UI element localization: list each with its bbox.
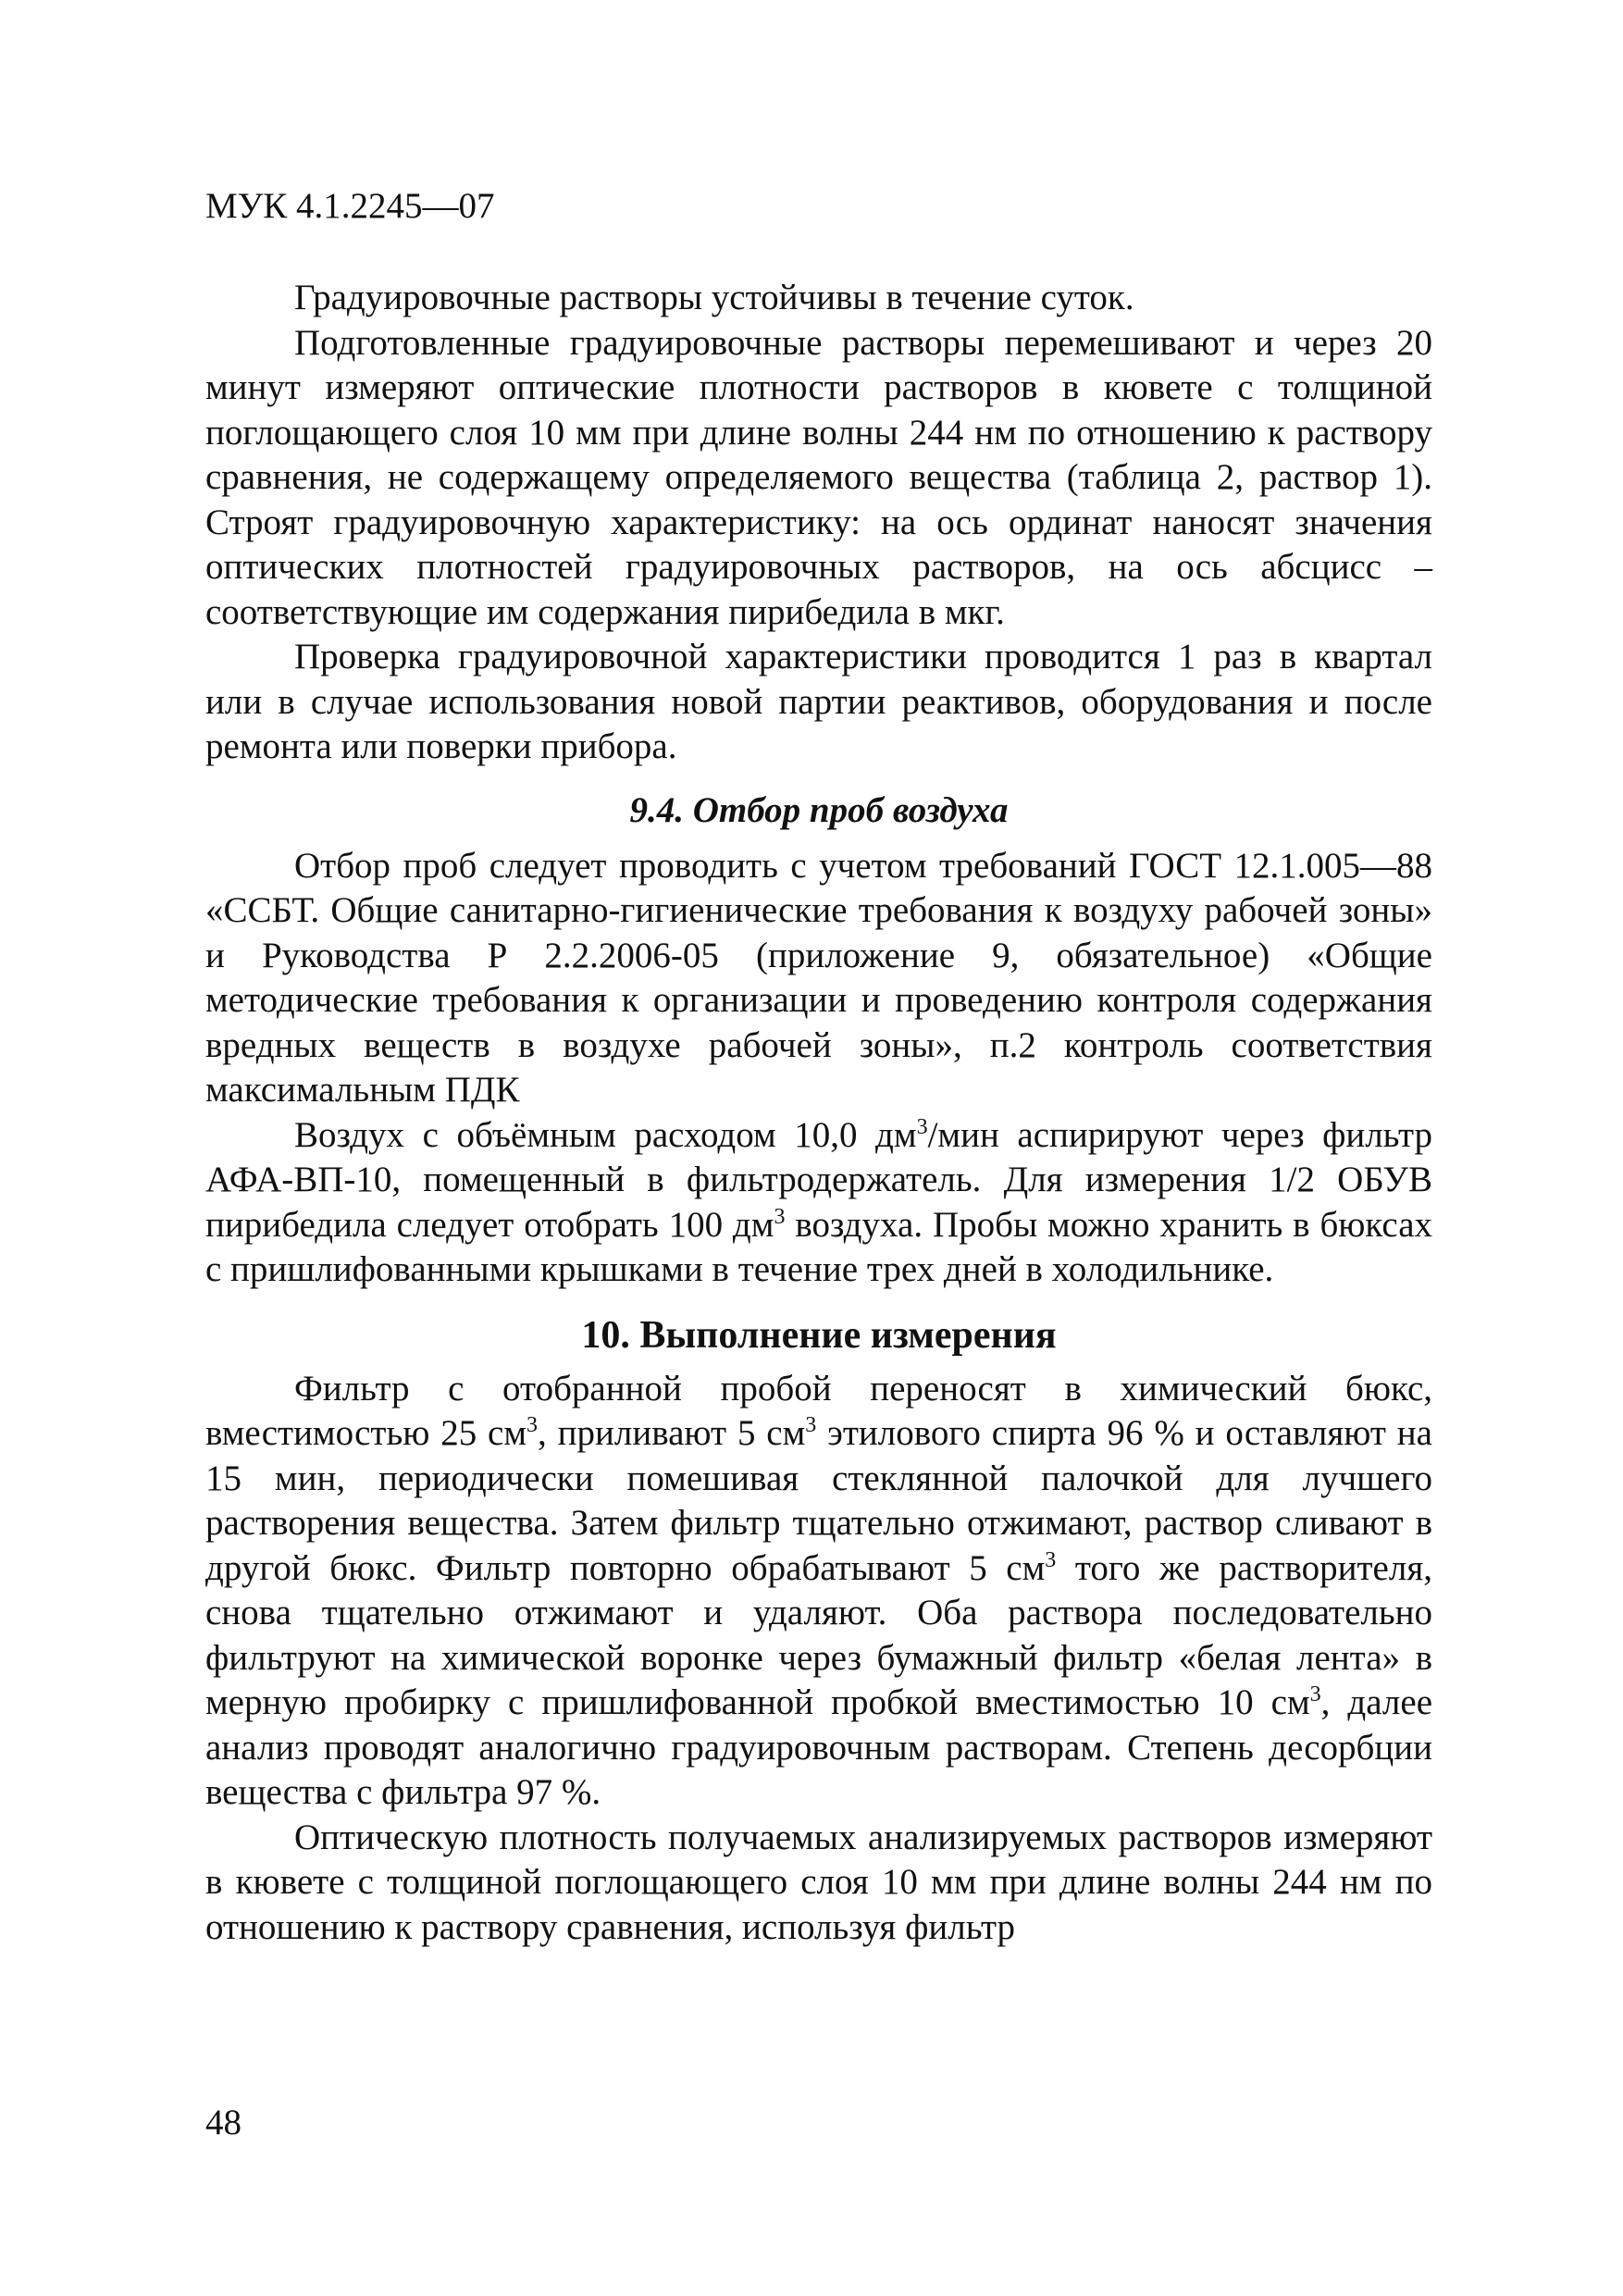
superscript: 3 [527, 1413, 539, 1437]
superscript: 3 [1309, 1682, 1321, 1706]
text-segment: того же растворителя, снова тщательно отжимают и удаляют. Оба раствора последовательно фильтруют на химической воронке через бумажный фильтр «белая лента» в мерную пробирку с пришлифованной пробкой вместимостью 10 см [205, 1547, 1433, 1722]
text-segment: , приливают 5 см [538, 1413, 806, 1453]
document-code-header: МУК 4.1.2245—07 [205, 186, 495, 226]
section-10-heading: 10. Выполнение измерения [581, 1313, 1057, 1357]
text-segment: Фильтр с отобранной пробой переносят в химический бюкс, вместимостью 25 см [205, 1368, 1432, 1453]
superscript: 3 [774, 1204, 786, 1229]
superscript: 3 [916, 1114, 928, 1139]
paragraph-measurement-procedure: Подготовленные градуировочные растворы перемешивают и через 20 минут измеряют оптические плотности растворов в кювете с толщиной поглощающего слоя 10 мм при длине волны 244 нм по отношению к раствору сравнения, не содержащему определяемого вещества (таблица 2, раствор 1). Строят градуировочную характеристику: на ось ординат наносят значения оптических плотностей градуировочных растворов, на ось абсцисс – соответствующие им содержания пирибедила в мкг. [205, 322, 1432, 632]
superscript: 3 [805, 1413, 817, 1437]
superscript: 3 [1045, 1547, 1057, 1572]
text-segment: , далее анализ проводят аналогично градуировочным растворам. Степень десорбции вещества с фильтра 97 %. [205, 1682, 1433, 1812]
paragraph-sampling-requirements: Отбор проб следует проводить с учетом требований ГОСТ 12.1.005—88 «ССБТ. Общие санитарно-гигиенические требования к воздуху рабочей зоны» и Руководства Р 2.2.2006-05 (приложение 9, обязательное) «Общие методические требования к организации и проведению контроля содержания вредных веществ в воздухе рабочей зоны», п.2 контроль соответствия максимальным ПДК [205, 845, 1432, 1110]
section-9-4-heading: 9.4. Отбор проб воздуха [629, 789, 1009, 830]
paragraph-optical-density: Оптическую плотность получаемых анализируемых растворов измеряют в кювете с толщиной поглощающего слоя 10 мм при длине волны 244 нм по отношению к раствору сравнения, используя фильтр [205, 1817, 1432, 1947]
page-body [205, 276, 1432, 1950]
text-segment: Воздух с объёмным расходом 10,0 дм [294, 1114, 917, 1155]
paragraph-filter-treatment [205, 1367, 1432, 1816]
text-segment: воздуха. Пробы можно хранить в бюксах с пришлифованными крышками в течение трех дней в холодильнике. [205, 1204, 1433, 1289]
paragraph-stability: Градуировочные растворы устойчивы в течение суток. [294, 278, 1134, 317]
paragraph-calibration-check: Проверка градуировочной характеристики проводится 1 раз в квартал или в случае использования новой партии реактивов, оборудования и после ремонта или поверки прибора. [205, 637, 1432, 766]
paragraph-air-sampling [205, 1113, 1432, 1293]
text-segment: /мин аспирируют через фильтр АФА-ВП-10, помещенный в фильтродержатель. Для измерения 1/2 ОБУВ пирибедила следует отобрать 100 дм [205, 1114, 1433, 1245]
text-segment: этилового спирта 96 % и оставляют на 15 мин, периодически помешивая стеклянной палочкой для лучшего растворения вещества. Затем фильтр тщательно отжимают, раствор сливают в другой бюкс. Фильтр повторно обрабатывают 5 см [205, 1413, 1432, 1588]
page-number: 48 [205, 2103, 242, 2142]
